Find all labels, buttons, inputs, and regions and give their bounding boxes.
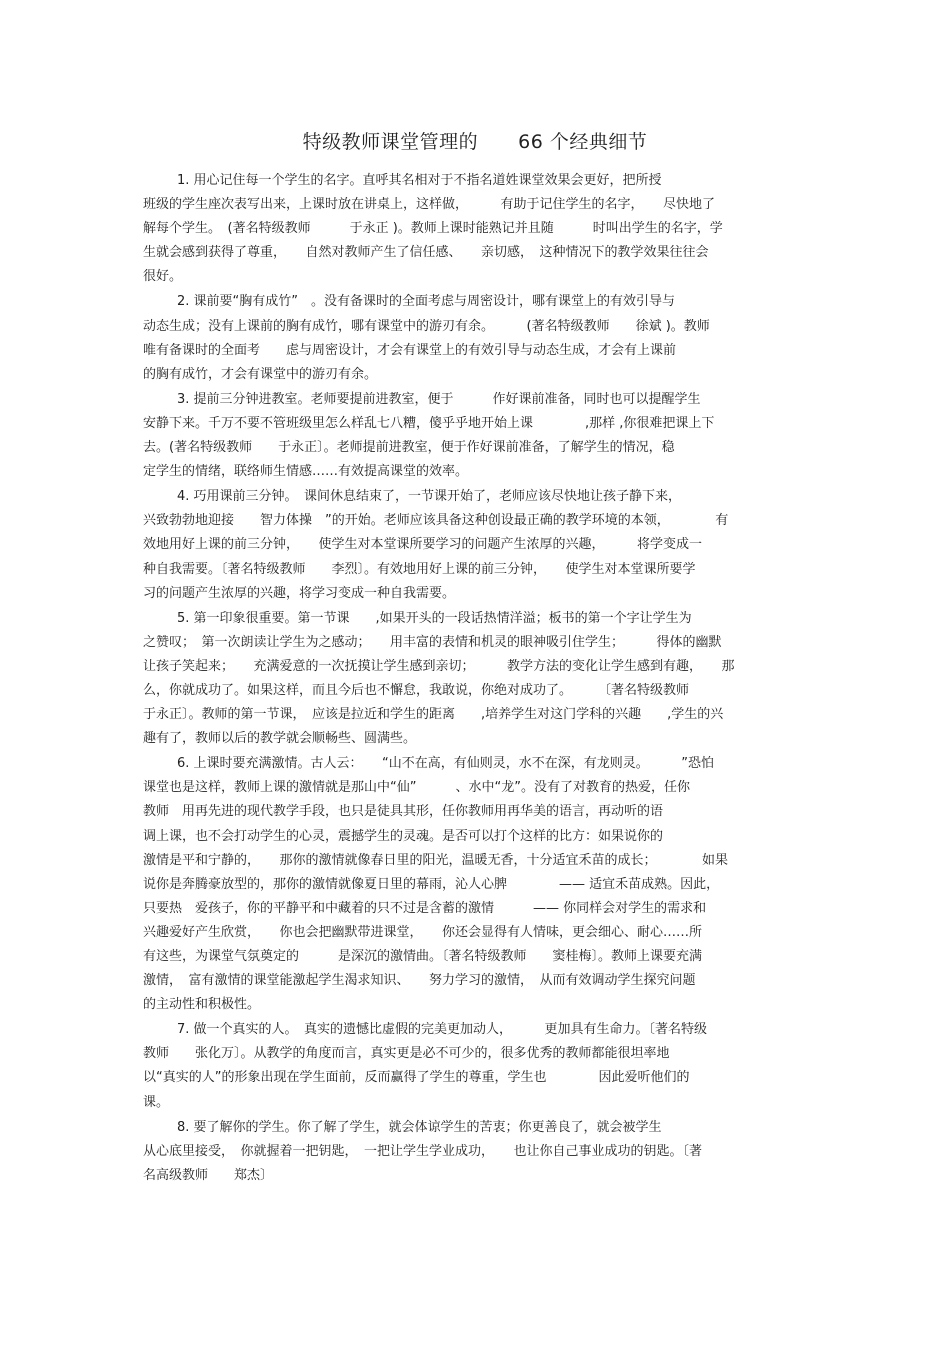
paragraph-line: 之赞叹； 第一次朗读让学生为之感动； 用丰富的表情和机灵的眼神吸引住学生； 得体的幽默 bbox=[143, 634, 722, 650]
paragraph-line: 让孩子笑起来； 充满爱意的一次抚摸让学生感到亲切； 教学方法的变化让学生感到有趣， 那 bbox=[143, 658, 735, 674]
paragraph-line: 4. 巧用课前三分钟。 课间休息结束了，一节课开始了，老师应该尽快地让孩子静下来， bbox=[177, 489, 682, 505]
paragraph-line: 于永正〕。教师的第一节课， 应该是拉近和学生的距离 ,培养学生对这门学科的兴趣 ,学生的兴 bbox=[143, 707, 724, 723]
title-right: 66 个经典细节 bbox=[518, 131, 648, 153]
paragraph-line: 有这些，为课堂气氛奠定的 是深沉的激情曲。〔著名特级教师 窦桂梅〕。教师上课要充满 bbox=[143, 949, 703, 964]
paragraph-line: 说你是奔腾豪放型的，那你的激情就像夏日里的幕雨，沁人心脾 —— 适宜禾苗成熟。因此， bbox=[143, 876, 720, 892]
paragraph-line: 兴趣爱好产生欣赏， 你也会把幽默带进课堂， 你还会显得有人情味，更会细心、耐心……所 bbox=[143, 924, 703, 940]
paragraph-line: 只要热 爱孩子，你的平静平和中藏着的只不过是含蓄的激情 —— 你同样会对学生的需求和 bbox=[143, 900, 707, 916]
paragraph-line: 安静下来。千万不要不管班级里怎么样乱七八糟，傻乎乎地开始上课 ,那样 ,你很难把课上下 bbox=[143, 415, 715, 431]
paragraph-4 bbox=[143, 485, 803, 605]
document-body bbox=[143, 169, 803, 1189]
paragraph-line: 教师 用再先进的现代教学手段，也只是徒具其形，任你教师用再华美的语言，再动听的语 bbox=[143, 804, 664, 820]
paragraph-line: 激情是平和宁静的， 那你的激情就像春日里的阳光，温暖无香，十分适宜禾苗的成长； 如果 bbox=[143, 852, 729, 868]
paragraph-line: 生就会感到获得了尊重， 自然对教师产生了信任感、 亲切感， 这种情况下的教学效果往往会 bbox=[143, 245, 709, 261]
paragraph-line: 兴致勃勃地迎接 智力体操 ”的开始。老师应该具备这种创设最正确的教学环境的本领， 有 bbox=[143, 513, 729, 529]
title-left: 特级教师课堂管理的 bbox=[302, 131, 479, 153]
paragraph-line: 么，你就成功了。如果这样，而且今后也不懈怠，我敢说，你绝对成功了。 〔著名特级教师 bbox=[143, 682, 690, 698]
paragraph-line: 动态生成；没有上课前的胸有成竹，哪有课堂中的游刃有余。 (著名特级教师 徐斌 )。教师 bbox=[143, 318, 710, 334]
paragraph-line: 定学生的情绪，联络师生情感……有效提高课堂的效率。 bbox=[143, 464, 469, 480]
paragraph-line: 课堂也是这样，教师上课的激情就是那山中“仙” 、水中“龙”。没有了对教育的热爱，任你 bbox=[143, 780, 690, 796]
paragraph-line: 调上课，也不会打动学生的心灵，震撼学生的灵魂。是否可以打个这样的比方：如果说你的 bbox=[143, 828, 664, 844]
paragraph-2 bbox=[143, 290, 803, 386]
paragraph-line: 很好。 bbox=[143, 269, 183, 285]
paragraph-line: 的胸有成竹，才会有课堂中的游刃有余。 bbox=[143, 366, 378, 382]
paragraph-line: 3. 提前三分钟进教室。老师要提前进教室，便于 作好课前准备，同时也可以提醒学生 bbox=[177, 391, 701, 407]
paragraph-line: 教师 张化万〕。从教学的角度而言，真实更是必不可少的，很多优秀的教师都能很坦率地 bbox=[143, 1046, 670, 1062]
paragraph-line: 2. 课前要“胸有成竹” 。没有备课时的全面考虑与周密设计，哪有课堂上的有效引导与 bbox=[177, 294, 676, 310]
paragraph-line: 从心底里接受， 你就握着一把钥匙， 一把让学生学业成功， 也让你自己事业成功的钥匙。〔著 bbox=[143, 1143, 703, 1159]
paragraph-6 bbox=[143, 752, 803, 1017]
paragraph-line: 以“真实的人”的形象出现在学生面前，反而赢得了学生的尊重，学生也 因此爱听他们的 bbox=[143, 1070, 690, 1086]
paragraph-3 bbox=[143, 388, 803, 484]
paragraph-8 bbox=[143, 1116, 803, 1188]
paragraph-line: 班级的学生座次表写出来，上课时放在讲桌上，这样做， 有助于记住学生的名字， 尽快地了 bbox=[143, 197, 716, 213]
paragraph-line: 8. 要了解你的学生。你了解了学生，就会体谅学生的苦衷；你更善良了，就会被学生 bbox=[177, 1119, 662, 1135]
paragraph-line: 唯有备课时的全面考 虑与周密设计，才会有课堂上的有效引导与动态生成，才会有上课前 bbox=[143, 342, 677, 358]
paragraph-line: 去。(著名特级教师 于永正〕。老师提前进教室，便于作好课前准备，了解学生的情况，稳 bbox=[143, 440, 675, 456]
paragraph-5 bbox=[143, 607, 803, 752]
paragraph-line: 激情， 富有激情的课堂能激起学生渴求知识、 努力学习的激情， 从而有效调动学生探究问题 bbox=[143, 973, 696, 989]
paragraph-line: 种自我需要。〔著名特级教师 李烈〕。有效地用好上课的前三分钟， 使学生对本堂课所要学 bbox=[143, 561, 696, 577]
paragraph-line: 1. 用心记住每一个学生的名字。直呼其名相对于不指名道姓课堂效果会更好，把所授 bbox=[177, 173, 662, 188]
paragraph-line: 习的问题产生浓厚的兴趣，将学习变成一种自我需要。 bbox=[143, 585, 456, 601]
paragraph-line: 名高级教师 郑杰〕 bbox=[143, 1167, 274, 1183]
paragraph-line: 7. 做一个真实的人。 真实的遗憾比虚假的完美更加动人， 更加具有生命力。〔著名特级 bbox=[177, 1022, 708, 1038]
paragraph-line: 趣有了，教师以后的教学就会顺畅些、圆满些。 bbox=[143, 731, 417, 747]
paragraph-line: 课。 bbox=[143, 1094, 170, 1110]
paragraph-line: 解每个学生。 (著名特级教师 于永正 )。教师上课时能熟记并且随 时叫出学生的名字，学 bbox=[143, 221, 723, 237]
paragraph-line: 的主动性和积极性。 bbox=[143, 997, 261, 1013]
paragraph-1 bbox=[143, 169, 803, 289]
paragraph-7 bbox=[143, 1018, 803, 1114]
paragraph-line: 6. 上课时要充满激情。古人云： “山不在高，有仙则灵，水不在深，有龙则灵。 ”恐怕 bbox=[177, 756, 715, 772]
page-title bbox=[0, 127, 950, 154]
paragraph-line: 5. 第一印象很重要。第一节课 ,如果开头的一段话热情洋溢；板书的第一个字让学生为 bbox=[177, 610, 692, 626]
paragraph-line: 效地用好上课的前三分钟， 使学生对本堂课所要学习的问题产生浓厚的兴趣， 将学变成一 bbox=[143, 537, 703, 553]
